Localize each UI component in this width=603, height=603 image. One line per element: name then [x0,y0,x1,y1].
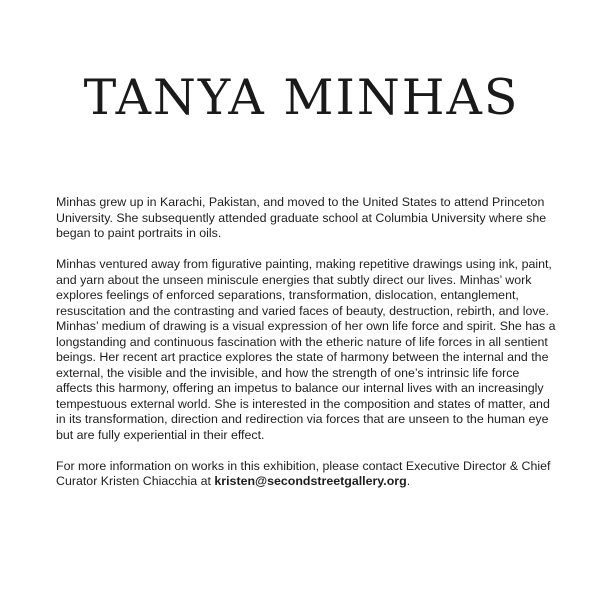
bio-paragraph-1: Minhas grew up in Karachi, Pakistan, and moved to the United States to attend Princeton University. She subsequently attended graduate school at Columbia University where she began to paint portraits in oils. [56,195,547,240]
contact-email: kristen@secondstreetgallery.org [214,474,407,488]
bio-paragraph-2: Minhas ventured away from figurative painting, making repetitive drawings using ink, paint, and yarn about the unseen miniscule energies that subtly direct our lives. Minhas’ work explores feelings of enforced separations, transformation, dislocation, entanglement, resuscitation and the contrasting and varied faces of beauty, destruction, rebirth, and love. Minhas’ medium of drawing is a visual expression of her own life force and spirit. She has a longstanding and continuous fascination with the etheric nature of life forces in all sentient beings. Her recent art practice explores the state of harmony between the internal and the external, the visible and the invisible, and how the strength of one’s intrinsic life force affects this harmony, offering an impetus to balance our internal lives with an increasingly tempestuous external world. She is interested in the composition and states of matter, and in its transformation, direction and redirection via forces that are unseen to the human eye but are fully experiential in their effect. [56,257,556,442]
contact-text: For more information on works in this exhibition, please contact Executive Director & Chief Curator Kristen Chiacchia at [56,458,551,488]
contact-end: . [406,474,411,488]
artist-bio [56,195,556,505]
contact-paragraph [56,459,556,490]
page-title: TANYA MINHAS [83,68,520,126]
